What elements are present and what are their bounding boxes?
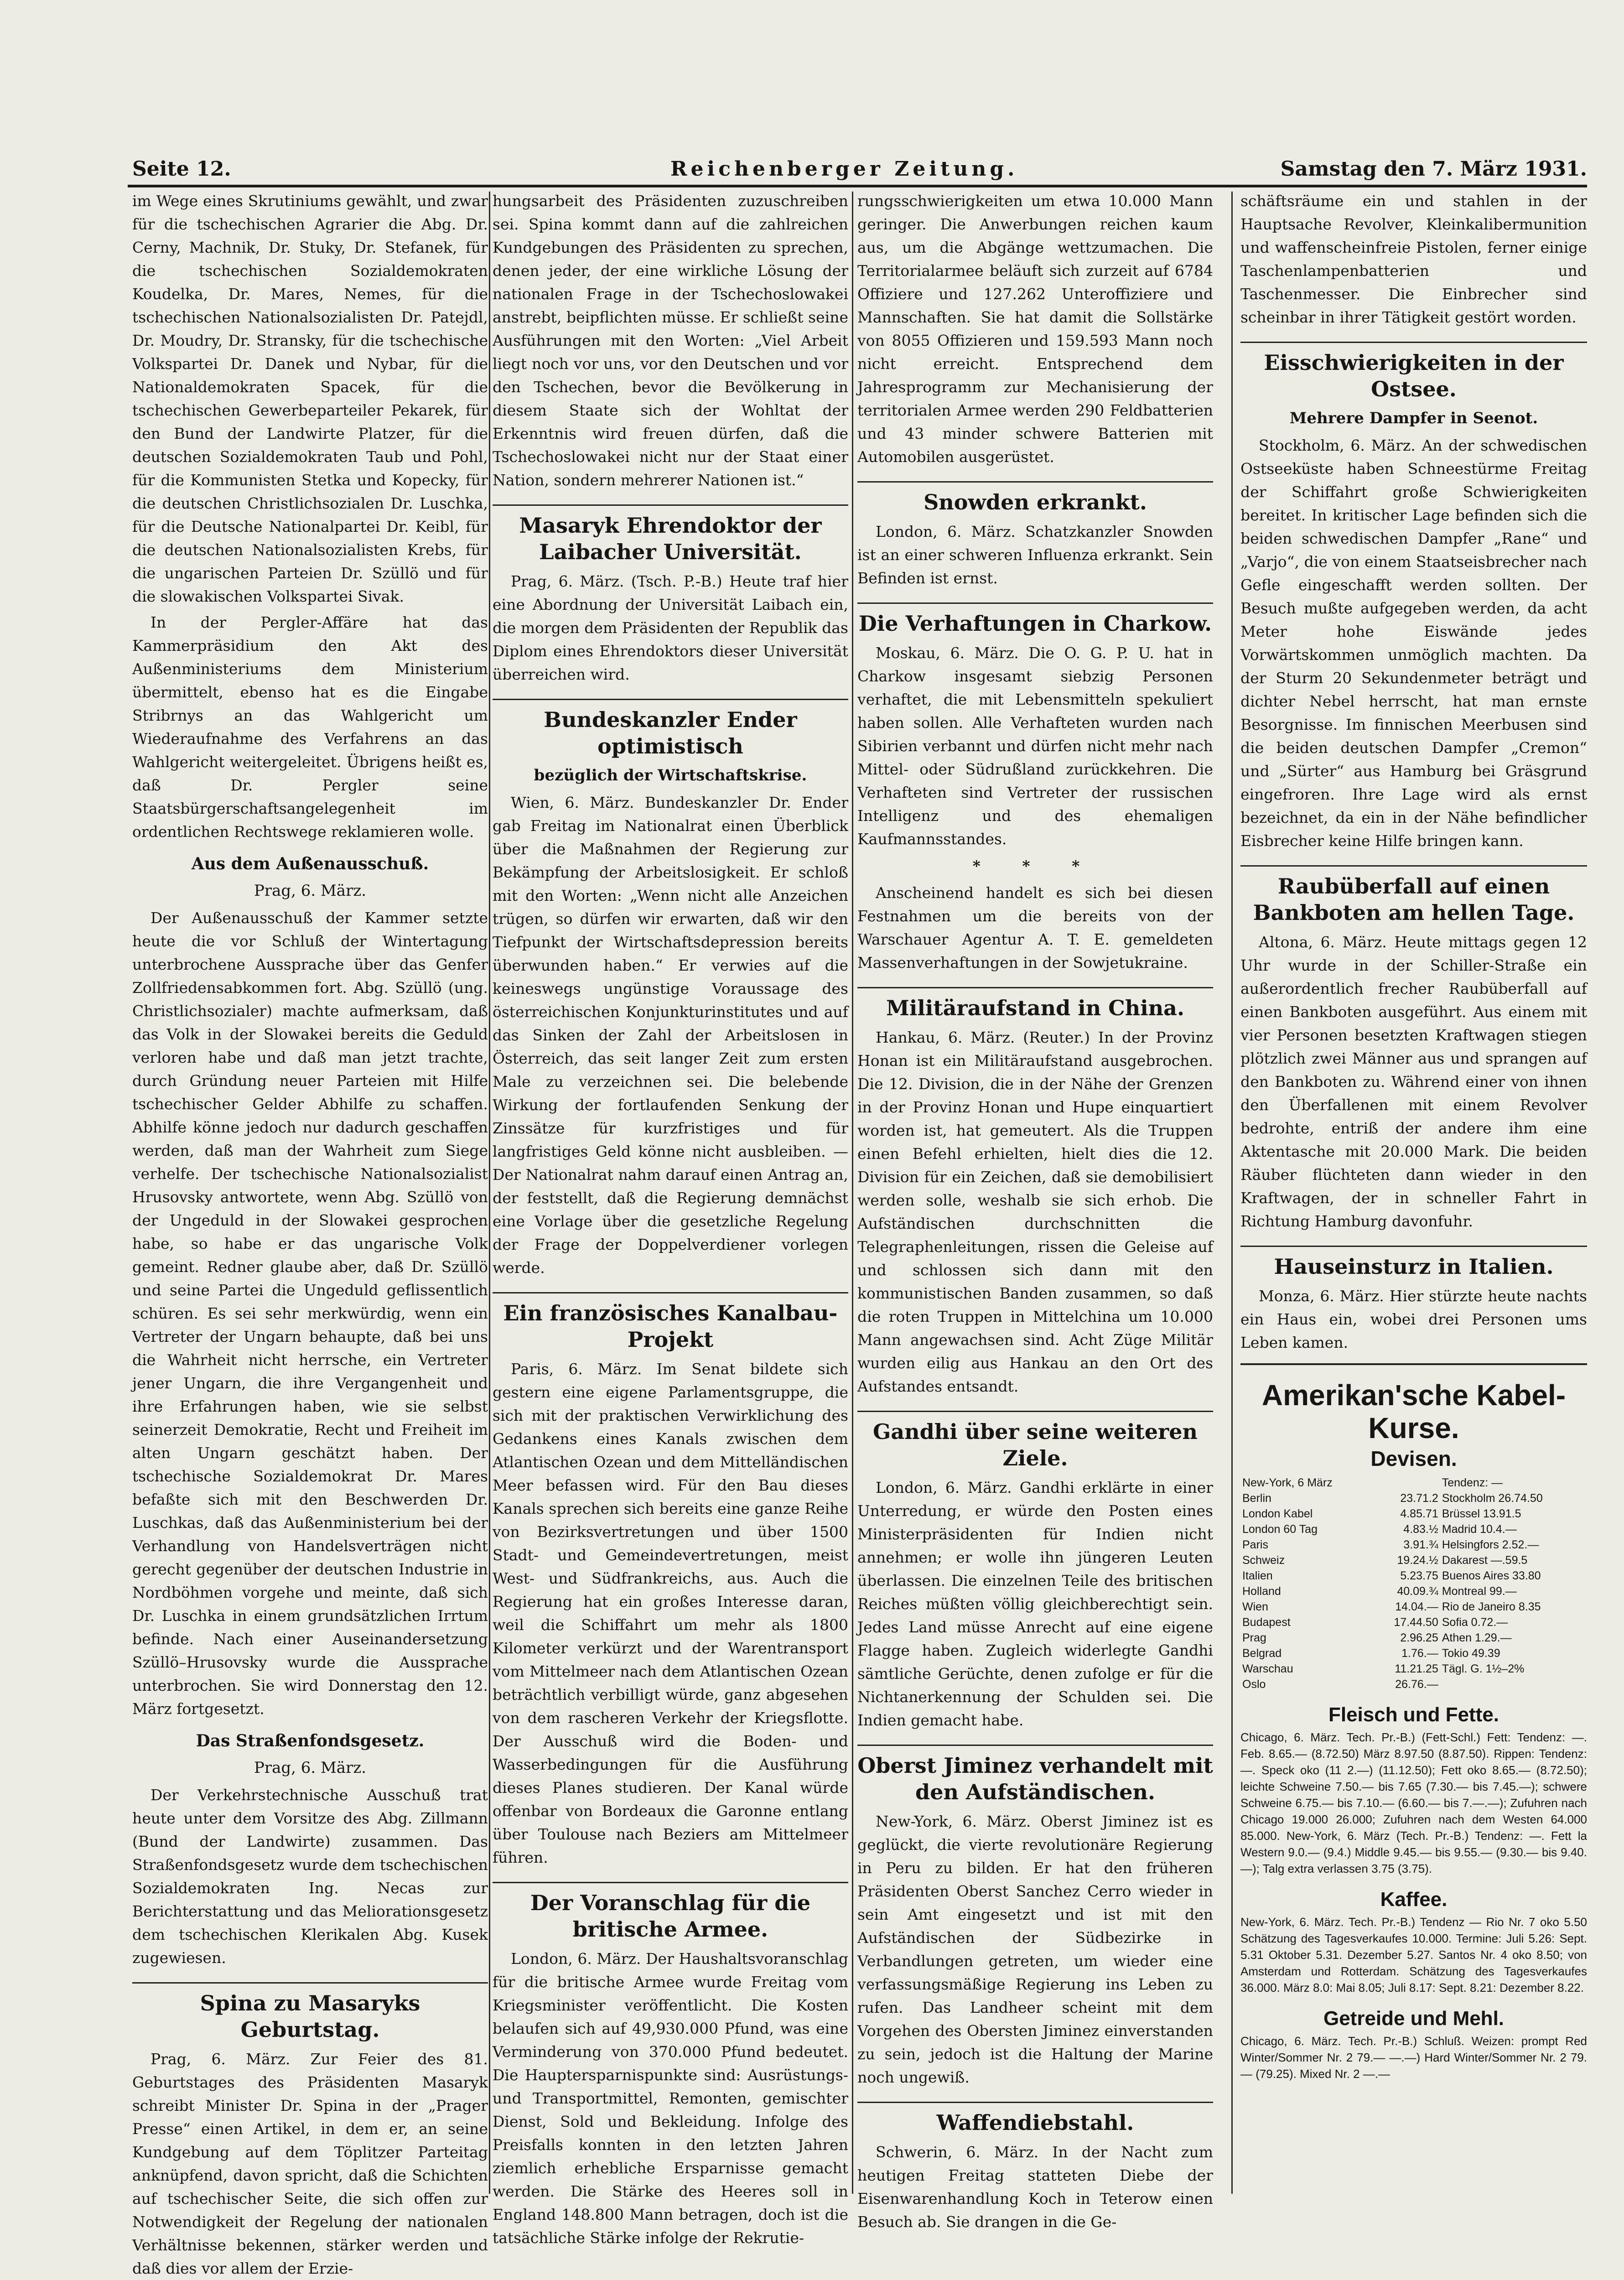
column-divider <box>852 192 853 2194</box>
article-heading: Das Straßenfondsgesetz. <box>196 1731 425 1750</box>
devisen-cell: Montreal 99.— <box>1442 1585 1517 1598</box>
kaffee-text: New-York, 6. März. Tech. Pr.-B.) Tendenz — Rio Nr. 7 oko 5.50 Schätzung des Tagesverkaufes 10.000. Termine: Juli 5.26: Sept. 5.31 Oktober 5.31. Dezember 5.27. Santos Nr. 4 oko 8.50; von Amsterdam und Rotterdam. Schätzung des Tagesverkaufes 36.000. März 8.0: Mai 8.05; Juli 8.17: Sept. 8.21: Dezember 8.22. <box>1240 1915 1587 1994</box>
article-headline: Der Voranschlag für die britische Armee. <box>493 1882 848 1942</box>
devisen-table <box>1240 1475 1587 1692</box>
column-4 <box>1240 189 1587 2196</box>
devisen-cell: Madrid 10.4.— <box>1442 1523 1517 1536</box>
devisen-cell: London Kabel <box>1242 1507 1313 1520</box>
kaffee-heading: Kaffee. <box>1380 1888 1448 1911</box>
devisen-cell: 4.85.71 <box>1400 1507 1438 1520</box>
devisen-cell: Brüssel 13.91.5 <box>1442 1507 1521 1520</box>
devisen-cell: 26.76.— <box>1395 1678 1438 1691</box>
getreide-text: Chicago, 6. März. Tech. Pr.-B.) Schluß. Weizen: prompt Red Winter/Sommer Nr. 2 79.— —.—) Hard Winter/Sommer Nr. 2 79.— (79.25). Mixed Nr. 2 —.— <box>1240 2034 1587 2081</box>
devisen-cell: Berlin <box>1242 1492 1271 1505</box>
devisen-cell: Rio de Janeiro 8.35 <box>1442 1600 1541 1613</box>
issue-date: Samstag den 7. März 1931. <box>1280 157 1587 181</box>
article-headline: Militäraufstand in China. <box>857 987 1213 1021</box>
devisen-row <box>1240 1630 1587 1646</box>
devisen-cell: 19.24.½ <box>1397 1554 1438 1567</box>
column-divider <box>489 192 490 2194</box>
article-headline: Eisschwierigkeiten in der Ostsee. <box>1240 342 1587 402</box>
article-text: Der Verkehrstechnische Ausschuß trat heute unter dem Vorsitze des Abg. Zillmann (Bund der Landwirte) zusammen. Das Straßenfondsgesetz wurde dem tschechischen Sozialdemokraten Ing. Necas zur Berichterstattung und das Meliorationsgesetz dem tschechischen Klerikalen Abg. Kusek zugewiesen. <box>132 1786 488 1967</box>
separator-stars: * * * <box>972 857 1098 875</box>
article-text: Der Außenausschuß der Kammer setzte heute die vor Schluß der Wintertagung unterbrochene Aussprache über das Genfer Zollfriedensabkommen fort. Abg. Szüllö (ung. Christlichsozialer) machte aufmerksam, daß das Volk in der Slowakei bereits die Geduld verloren habe und daß man jetzt trachte, durch Gründung neuer Parteien mit Hilfe tschechischer Gelder Abhilfe zu schaffen. Abhilfe könne jedoch nur dadurch geschaffen werden, daß man der Wahrheit zum Siege verhelfe. Der tschechische Nationalsozialist Hrusovsky antwortete, wenn Abg. Szüllö von der Ungeduld in der Slowakei gesprochen habe, so habe er das ungarische Volk gemeint. Redner glaube aber, daß Dr. Szüllö und seine Partei die Ungeduld geflissentlich schüren. Es sei sehr merkwürdig, wenn ein Vertreter der Ungarn behaupte, daß bei uns die Wahrheit nicht herrsche, ein Vertreter jener Ungarn, die ihre Vergangenheit und ihre Erfahrungen haben, wie sie selbst seinerzeit Demokratie, Recht und Freiheit im alten Ungarn geschätzt haben. Der tschechische Sozialdemokrat Dr. Mares befaßte sich mit den Beschwerden Dr. Luschkas, daß das Außenministerium bei der Verhandlung von Handelsverträgen nicht gerecht gegenüber der deutschen Industrie in Nordböhmen vorgehe und meinte, daß sich Dr. Luschka in einem grundsätzlichen Irrtum befinde. Nach einer Auseinandersetzung Szüllö–Hrusovsky wurde die Aussprache unterbrochen. Sie wird Donnerstag den 12. März fortgesetzt. <box>132 909 488 1718</box>
devisen-cell: Tokio 49.39 <box>1442 1647 1500 1660</box>
article-headline: Masaryk Ehrendoktor der Laibacher Universität. <box>493 504 848 565</box>
column-3 <box>857 189 1213 2231</box>
devisen-cell: 3.91.¾ <box>1403 1538 1438 1551</box>
devisen-row <box>1240 1677 1587 1692</box>
devisen-cell: 14.04.— <box>1395 1600 1438 1613</box>
article-text: schäftsräume ein und stahlen in der Hauptsache Revolver, Kleinkalibermunition und waffenscheinfreie Pistolen, ferner einige Taschenlampenbatterien und Taschenmesser. Die Einbrecher sind scheinbar in ihrer Tätigkeit gestört worden. <box>1240 192 1587 326</box>
market-report <box>1240 1363 1587 2082</box>
devisen-row <box>1240 1553 1587 1568</box>
dateline: Prag, 6. März. <box>254 882 367 900</box>
article-subheadline: Mehrere Dampfer in Seenot. <box>1289 409 1538 427</box>
article-text: Wien, 6. März. Bundeskanzler Dr. Ender gab Freitag im Nationalrat einen Überblick über die Maßnahmen der Regierung zur Bekämpfung der Arbeitslosigkeit. Er schloß mit den Worten: „Wenn nicht alle Anzeichen trügen, so dürfen wir erwarten, daß wir den Tiefpunkt der Wirtschaftsdepression bereits überwunden haben.“ Er verwies auf die keineswegs ungünstige Voraussage des österreichischen Konjunkturinstitutes und auf das Sinken der Zahl der Arbeitslosen in Österreich, das seit langer Zeit zum ersten Male zu verzeichnen sei. Die belebende Wirkung der fortlaufenden Senkung der Zinssätze für kurzfristiges und für langfristiges Geld könne nicht ausbleiben. — Der Nationalrat nahm darauf einen Antrag an, der feststellt, daß die Regierung demnächst eine Vorlage über die gesetzliche Regelung der Frage der Doppelverdiener vorlegen werde. <box>493 794 848 1277</box>
article-text: Monza, 6. März. Hier stürzte heute nachts ein Haus ein, wobei drei Personen ums Leben kamen. <box>1240 1287 1587 1351</box>
devisen-row <box>1240 1615 1587 1630</box>
header-rule <box>128 185 1587 187</box>
devisen-cell: Athen 1.29.— <box>1442 1631 1512 1644</box>
devisen-cell: Budapest <box>1242 1616 1291 1629</box>
article-headline: Snowden erkrankt. <box>857 481 1213 515</box>
article-heading: Aus dem Außenausschuß. <box>191 854 429 873</box>
page-number: Seite 12. <box>132 157 231 181</box>
devisen-cell: Oslo <box>1242 1678 1266 1691</box>
devisen-row <box>1240 1661 1587 1677</box>
devisen-row <box>1240 1537 1587 1553</box>
devisen-cell: Tendenz: — <box>1442 1476 1503 1489</box>
column-2 <box>493 189 848 2247</box>
devisen-cell <box>1373 1475 1440 1491</box>
devisen-cell: Warschau <box>1242 1662 1293 1675</box>
article-text: In der Pergler-Affäre hat das Kammerpräsidium den Akt des Außenministeriums dem Ministerium übermittelt, ebenso hat es die Eingabe Stribrnys an das Wahlgericht um Wiederaufnahme des Verfahrens an das Wahlgericht weitergeleitet. Übrigens heißt es, daß Dr. Pergler seine Staatsbürgerschaftsangelegenheit im ordentlichen Rechtswege reklamieren wolle. <box>132 613 488 841</box>
devisen-cell: 17.44.50 <box>1394 1616 1438 1629</box>
column-divider <box>1231 192 1233 2194</box>
devisen-cell: Buenos Aires 33.80 <box>1442 1569 1541 1582</box>
article-text: Anscheinend handelt es sich bei diesen Festnahmen um die bereits von der Warschauer Agentur A. T. E. gemeldeten Massenverhaftungen in der Sowjetukraine. <box>857 884 1213 971</box>
article-text: Stockholm, 6. März. An der schwedischen Ostseeküste haben Schneestürme Freitag der Schiffahrt große Schwierigkeiten bereitet. In kritischer Lage befinden sich die beiden schwedischen Dampfer „Rane“ und „Varjo“, die von einem Staatseisbrecher nach Gefle eingeschafft werden sollten. Der Besuch mußte aufgegeben werden, da acht Meter hohe Eiswände jedes Vorwärtskommen unmöglich machten. Da der Sturm 20 Sekundenmeter beträgt und dichter Nebel herrscht, hat man ernste Besorgnisse. Im finnischen Meerbusen sind die beiden deutschen Dampfer „Cremon“ und „Sürter“ aus Hamburg bei Gräsgrund eingefroren. Ihre Lage wird als ernst bezeichnet, da ein in der Nähe befindlicher Eisbrecher keine Hilfe bringen kann. <box>1240 436 1587 850</box>
devisen-row <box>1240 1568 1587 1584</box>
devisen-cell: 5.23.75 <box>1400 1569 1438 1582</box>
devisen-cell: London 60 Tag <box>1242 1523 1318 1536</box>
devisen-cell: 2.96.25 <box>1400 1631 1438 1644</box>
devisen-cell: Wien <box>1242 1600 1268 1613</box>
article-text: Prag, 6. März. (Tsch. P.-B.) Heute traf hier eine Abordnung der Universität Laibach ein, die morgen dem Präsidenten der Republik das Diplom eines Ehrendoktors dieser Universität überreichen wird. <box>493 572 848 683</box>
column-1 <box>132 189 488 2277</box>
article-headline: Ein französisches Kanalbau-Projekt <box>493 1292 848 1353</box>
newspaper-title: Reichenberger Zeitung. <box>670 157 1018 181</box>
article-text: London, 6. März. Der Haushaltsvoranschlag für die britische Armee wurde Freitag vom Kriegsminister veröffentlicht. Die Kosten belaufen sich auf 49,930.000 Pfund, was eine Verminderung von 370.000 Pfund bedeutet. Die Hauptersparnispunkte sind: Ausrüstungs- und Transportmittel, Remonten, gemischter Dienst, Sold und Bekleidung. Infolge des Preisfalls konnten in den letzten Jahren ziemlich erhebliche Ersparnisse gemacht werden. Die Stärke des Heeres soll in England 148.800 Mann betragen, doch ist die tatsächliche Stärke infolge der Rekrutie- <box>493 1950 848 2247</box>
article-headline: Hauseinsturz in Italien. <box>1240 1246 1587 1280</box>
article-text: hungsarbeit des Präsidenten zuzuschreiben sei. Spina kommt dann auf die zahlreichen Kundgebungen des Präsidenten zu sprechen, denen jeder, der eine wirkliche Lösung der nationalen Frage in der Tschechoslowakei anstrebt, beipflichten müsse. Er schließt seine Ausführungen mit den Worten: „Viel Arbeit liegt noch vor uns, vor den Deutschen und vor den Tschechen, bevor die Bevölkerung in diesem Staate sich der Wohltat der Erkenntnis wird freuen dürfen, daß die Tschechoslowakei nicht nur der Staat einer Nation, sondern mehrerer Nationen ist.“ <box>493 192 848 489</box>
devisen-cell <box>1440 1677 1587 1692</box>
devisen-cell: 23.71.2 <box>1400 1492 1438 1505</box>
devisen-cell: New-York, 6 März <box>1242 1476 1333 1489</box>
article-text: Moskau, 6. März. Die O. G. P. U. hat in Charkow insgesamt siebzig Personen verhaftet, die mit Lebensmitteln spekuliert haben sollen. Alle Verhafteten wurden nach Sibirien verbannt und dürfen nicht mehr nach Mittel- oder Südrußland zurückkehren. Die Verhafteten sind Vertreter der russischen Intelligenz und des ehemaligen Kaufmannsstandes. <box>857 644 1213 848</box>
article-headline: Spina zu Masaryks Geburtstag. <box>132 1982 488 2043</box>
devisen-row <box>1240 1475 1587 1491</box>
devisen-cell: Dakarest —.59.5 <box>1442 1554 1528 1567</box>
devisen-cell: Stockholm 26.74.50 <box>1442 1492 1543 1505</box>
devisen-cell: 1.76.— <box>1401 1647 1438 1660</box>
article-text: Altona, 6. März. Heute mittags gegen 12 Uhr wurde in der Schiller-Straße ein außerordentlich frecher Raubüberfall auf einen Bankboten ausgeführt. Aus einem mit vier Personen besetzten Kraftwagen stiegen plötzlich zwei Männer aus und sprangen auf den Bankboten zu. Während einer von ihnen den Überfallenen mit einem Revolver bedrohte, entriß der andere ihm eine Aktentasche mit 20.000 Mark. Die beiden Räuber flüchteten dann wieder in den Kraftwagen, der in schneller Fahrt in Richtung Hamburg davonfuhr. <box>1240 933 1587 1230</box>
devisen-cell: Tägl. G. 1½–2% <box>1442 1662 1525 1675</box>
devisen-cell: Belgrad <box>1242 1647 1282 1660</box>
devisen-cell: 4.83.½ <box>1403 1523 1438 1536</box>
article-headline: Waffendiebstahl. <box>857 2102 1213 2136</box>
devisen-cell: Italien <box>1242 1569 1273 1582</box>
market-title: Amerikan'sche Kabel-Kurse. <box>1261 1379 1566 1444</box>
article-text: London, 6. März. Schatzkanzler Snowden ist an einer schweren Influenza erkrankt. Sein Befinden ist ernst. <box>857 523 1213 587</box>
article-subheadline: bezüglich der Wirtschaftskrise. <box>534 766 807 784</box>
dateline: Prag, 6. März. <box>254 1759 367 1777</box>
devisen-cell: Prag <box>1242 1631 1266 1644</box>
article-text: Paris, 6. März. Im Senat bildete sich gestern eine eigene Parlamentsgruppe, die sich mit der praktischen Verwirklichung des Gedankens eines Kanals zwischen dem Atlantischen Ozean und dem Mittelländischen Meer befassen wird. Für den Bau dieses Kanals sprechen sich bereits eine ganze Reihe von Bezirksvertretungen und über 1500 Stadt- und Gemeindevertretungen, meist West- und Südfrankreichs, aus. Auch die Regierung hat ein großes Interesse daran, weil die Schiffahrt um mehr als 1800 Kilometer verkürzt und der Warentransport vom Mittelmeer nach dem Atlantischen Ozean beträchtlich verbilligt würde, ganz abgesehen von dem rascheren Verkehr der Kriegsflotte. Der Ausschuß wird die Boden- und Wasserbedingungen für die Ausführung dieses Planes studieren. Der Kanal würde offenbar von Bordeaux die Garonne entlang über Toulouse nach Beziers am Mittelmeer führen. <box>493 1360 848 1866</box>
getreide-heading: Getreide und Mehl. <box>1323 2007 1505 2030</box>
article-text: Prag, 6. März. Zur Feier des 81. Geburtstages des Präsidenten Masaryk schreibt Minister Dr. Spina in der „Prager Presse“ einen Artikel, in dem er, an seine Kundgebung auf dem Töplitzer Parteitag anknüpfend, davon spricht, daß die Schichten auf tschechischer Seite, die sich offen zur Notwendigkeit der Regelung der nationalen Verhältnisse bekennen, stärker werden und daß dies vor allem der Erzie- <box>132 2050 488 2277</box>
devisen-cell: Schweiz <box>1242 1554 1285 1567</box>
article-headline: Gandhi über seine weiteren Ziele. <box>857 1411 1213 1471</box>
article-text: rungsschwierigkeiten um etwa 10.000 Mann geringer. Die Anwerbungen reichen kaum aus, um die Abgänge wettzumachen. Die Territorialarmee beläuft sich zurzeit auf 6784 Offiziere und 127.262 Unteroffiziere und Mannschaften. Sie hat damit die Sollstärke von 8055 Offizieren und 159.593 Mann noch nicht erreicht. Entsprechend dem Jahresprogramm zur Mechanisierung der territorialen Armee werden 290 Feldbatterien und 43 minder schwere Batterien mit Automobilen ausgerüstet. <box>857 192 1213 466</box>
article-headline: Oberst Jiminez verhandelt mit den Aufständischen. <box>857 1745 1213 1805</box>
article-text: London, 6. März. Gandhi erklärte in einer Unterredung, er würde den Posten eines Ministerpräsidenten für Indien nicht annehmen; er wolle ihn jüngeren Leuten überlassen. Die einzelnen Teile des britischen Reiches müßten völlig gleichberechtigt sein. Jedes Land müsse Anrecht auf eine eigene Flagge haben. Zugleich widerlegte Gandhi sämtliche Gerüchte, denen zufolge er für die Nichtanerkennung der Schulden sei. Die Indien gemacht habe. <box>857 1479 1213 1729</box>
devisen-cell: 11.21.25 <box>1395 1662 1438 1675</box>
devisen-cell: Holland <box>1242 1585 1281 1598</box>
article-text: New-York, 6. März. Oberst Jiminez ist es geglückt, die vierte revolutionäre Regierung in Peru zu bilden. Er hat den früheren Präsidenten Oberst Sanchez Cerro wieder in sein Amt eingesetzt und ist mit den Aufständischen der Südbezirke in Verbandlungen getreten, um wieder eine verfassungsmäßige Regierung ins Leben zu rufen. Das Landheer scheint mit dem Vorgehen des Obersten Jiminez einverstanden zu sein, jedoch ist die Haltung der Marine noch ungewiß. <box>857 1813 1213 2086</box>
devisen-cell: 40.09.¾ <box>1397 1585 1438 1598</box>
article-headline: Die Verhaftungen in Charkow. <box>857 602 1213 637</box>
article-text: Hankau, 6. März. (Reuter.) In der Provinz Honan ist ein Militäraufstand ausgebrochen. Die 12. Division, die in der Nähe der Grenzen in der Provinz Honan und Hupe einquartiert worden ist, hat gemeutert. Als die Truppen einen Befehl erhielten, hielt dies die 12. Division für ein Zeichen, daß sie demobilisiert werden solle, weshalb sie sich erhob. Die Aufständischen durchschnitten die Telegraphenleitungen, rissen die Geleise auf und schlossen sich dann mit den kommunistischen Banden zusammen, so daß die roten Truppen in Mittelchina um 10.000 Mann angewachsen sind. Acht Züge Militär wurden eilig aus Hankau an den Ort des Aufstandes entsandt. <box>857 1028 1213 1395</box>
devisen-row <box>1240 1584 1587 1599</box>
fleisch-heading: Fleisch und Fette. <box>1328 1704 1499 1726</box>
devisen-row <box>1240 1646 1587 1661</box>
devisen-row <box>1240 1506 1587 1522</box>
article-text: im Wege eines Skrutiniums gewählt, und zwar für die tschechischen Agrarier die Abg. Dr. Cerny, Machnik, Dr. Stuky, Dr. Stefanek, für die tschechischen Sozialdemokraten Koudelka, Dr. Mares, Nemes, für die tschechischen Nationalsozialisten Dr. Patejdl, Dr. Moudry, Dr. Stransky, für die tschechische Volkspartei Dr. Danek und Nybar, für die Nationaldemokraten Spacek, für die tschechischen Gewerbeparteiler Pekarek, für den Bund der Landwirte Platzer, für die deutschen Sozialdemokraten Taub und Pohl, für die Kommunisten Stetka und Kopecky, für die deutschen Christlichsozialen Dr. Luschka, für die Deutsche Nationalpartei Dr. Keibl, für die deutschen Nationalsozialisten Krebs, für die ungarischen Parteien Dr. Szüllö und für die slowakischen Volkspartei Sivak. <box>132 192 488 605</box>
article-text: Schwerin, 6. März. In der Nacht zum heutigen Freitag statteten Diebe der Eisenwarenhandlung Koch in Teterow einen Besuch ab. Sie drangen in die Ge- <box>857 2143 1213 2231</box>
devisen-row <box>1240 1491 1587 1506</box>
devisen-heading: Devisen. <box>1370 1447 1457 1470</box>
devisen-cell: Sofia 0.72.— <box>1442 1616 1508 1629</box>
devisen-row <box>1240 1522 1587 1537</box>
article-headline: Raubüberfall auf einen Bankboten am hellen Tage. <box>1240 865 1587 926</box>
masthead <box>132 148 1587 189</box>
devisen-cell: Helsingfors 2.52.— <box>1442 1538 1539 1551</box>
devisen-cell: Paris <box>1242 1538 1268 1551</box>
article-headline: Bundeskanzler Ender optimistisch <box>493 699 848 759</box>
devisen-row <box>1240 1599 1587 1615</box>
fleisch-text: Chicago, 6. März. Tech. Pr.-B.) (Fett-Schl.) Fett: Tendenz: —. Feb. 8.65.— (8.72.50) März 8.97.50 (8.87.50). Rippen: Tendenz: —. Speck oko (11 2.—) (11.12.50); Fett oko 8.65.— (8.72.50); leichte Schweine 7.50.— bis 7.65 (7.30.— bis 7.45.—); schwere Schweine 6.75.— bis 7.10.— (6.60.— bis 7.—.—); Zufuhren nach Chicago 19.000 26.000; Zufuhren nach dem Westen 64.000 85.000. New-York, 6. März (Tech. Pr.-B.) Tendenz: —. Fett la Western 9.0.— (9.4.) Middle 9.45.— bis 9.55.— (9.30.— bis 9.40.—); Talg extra verlassen 3.75 (3.75). <box>1240 1730 1587 1875</box>
